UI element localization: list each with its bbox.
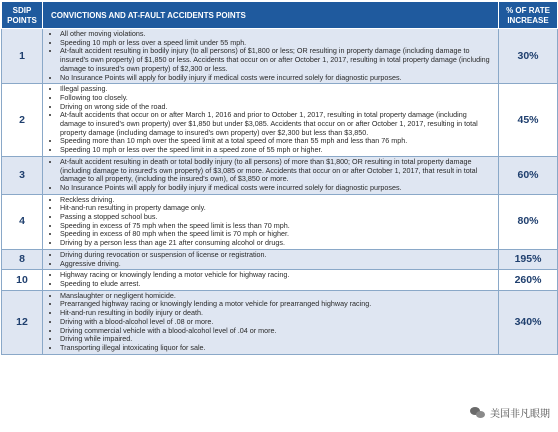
violation-list <box>43 251 494 268</box>
list-item: • Transporting illegal intoxicating liquor for sale. <box>60 344 494 353</box>
list-item: • Speeding in excess of 80 mph when the speed limit is 70 mph or higher. <box>60 230 494 239</box>
list-item: • Driving commercial vehicle with a blood-alcohol level of .04 or more. <box>60 327 494 336</box>
wechat-logo-icon <box>470 406 486 420</box>
table-body <box>2 29 558 355</box>
violation-list <box>43 292 494 353</box>
violation-list <box>43 30 494 82</box>
list-item: • Driving with a blood-alcohol level of .08 or more. <box>60 318 494 327</box>
list-item: • Hit-and-run resulting in bodily injury or death. <box>60 309 494 318</box>
row-rate-increase: 80% <box>499 194 558 249</box>
list-item: • Driving while impaired. <box>60 335 494 344</box>
table-row <box>2 270 558 290</box>
row-points: 1 <box>2 29 43 84</box>
header-convictions: CONVICTIONS AND AT-FAULT ACCIDENTS POINTS <box>43 2 499 29</box>
list-item: • Speeding in excess of 75 mph when the speed limit is less than 70 mph. <box>60 222 494 231</box>
watermark-text: 美国非凡眼期 <box>490 409 550 420</box>
header-rate-increase: % OF RATE INCREASE <box>499 2 558 29</box>
table-header-row <box>2 2 558 29</box>
table-row <box>2 290 558 354</box>
watermark <box>470 405 550 420</box>
row-rate-increase: 45% <box>499 84 558 157</box>
table-row <box>2 249 558 269</box>
row-description <box>43 84 499 157</box>
row-description <box>43 290 499 354</box>
row-points: 2 <box>2 84 43 157</box>
list-item: • Driving on wrong side of the road. <box>60 103 494 112</box>
list-item: • No Insurance Points will apply for bodily injury if medical costs were incurred solely for diagnostic purposes. <box>60 74 494 83</box>
list-item: • Following too closely. <box>60 94 494 103</box>
row-points: 12 <box>2 290 43 354</box>
list-item: • Prearranged highway racing or knowingly lending a motor vehicle for prearranged highway racing. <box>60 300 494 309</box>
row-rate-increase: 340% <box>499 290 558 354</box>
row-description <box>43 29 499 84</box>
list-item: • Driving by a person less than age 21 after consuming alcohol or drugs. <box>60 239 494 248</box>
list-item: • No Insurance Points will apply for bodily injury if medical costs were incurred solely for diagnostic purposes. <box>60 184 494 193</box>
row-points: 10 <box>2 270 43 290</box>
row-points: 3 <box>2 156 43 194</box>
row-rate-increase: 260% <box>499 270 558 290</box>
row-points: 8 <box>2 249 43 269</box>
list-item: • Passing a stopped school bus. <box>60 213 494 222</box>
header-sdip-points: SDIP POINTS <box>2 2 43 29</box>
list-item: • Hit-and-run resulting in property damage only. <box>60 204 494 213</box>
violation-list <box>43 158 494 193</box>
violation-list <box>43 271 494 288</box>
table-row <box>2 84 558 157</box>
list-item: • Reckless driving. <box>60 196 494 205</box>
list-item: • At-fault accidents that occur on or after March 1, 2016 and prior to October 1, 2017, resulting in total property damage (including damage to insured's own property) over $1,850 but under $3,085. Accidents that occur on or after October 1, 2017, resulting in total property damage (including damage to insured's own property) over $2,300 but less than $3,850. <box>60 111 494 137</box>
row-rate-increase: 195% <box>499 249 558 269</box>
list-item: • Aggressive driving. <box>60 260 494 269</box>
list-item: • Illegal passing. <box>60 85 494 94</box>
row-description <box>43 194 499 249</box>
row-description <box>43 249 499 269</box>
list-item: • Speeding more than 10 mph over the speed limit at a total speed of more than 55 mph and less than 76 mph. <box>60 137 494 146</box>
list-item: • Driving during revocation or suspension of license or registration. <box>60 251 494 260</box>
list-item: • Speeding 10 mph or less over the speed limit in a speed zone of 55 mph or higher. <box>60 146 494 155</box>
row-description <box>43 270 499 290</box>
sdip-points-table <box>1 1 558 355</box>
row-rate-increase: 60% <box>499 156 558 194</box>
row-description <box>43 156 499 194</box>
list-item: • At-fault accident resulting in bodily injury (to all persons) of $1,800 or less; OR resulting in property damage (including damage to insured's own property) of $1,850 or less. Accidents that occur on or after October 1, 2017, resulting in total property damage (including damage to insured's own property) of $2,300 or less. <box>60 47 494 73</box>
list-item: • Highway racing or knowingly lending a motor vehicle for highway racing. <box>60 271 494 280</box>
violation-list <box>43 196 494 248</box>
row-rate-increase: 30% <box>499 29 558 84</box>
list-item: • Speeding to elude arrest. <box>60 280 494 289</box>
table-row <box>2 194 558 249</box>
row-points: 4 <box>2 194 43 249</box>
list-item: • At-fault accident resulting in death or total bodily injury (to all persons) of more than $1,800; OR resulting in total property damage (including damage to insured's own property) of $3,085 or more. Accidents that occur on or after October 1, 2017, that result in total damage to all property, (including the insured's own), of $3,850 or more. <box>60 158 494 184</box>
table-row <box>2 156 558 194</box>
violation-list <box>43 85 494 155</box>
table-row <box>2 29 558 84</box>
list-item: • Speeding 10 mph or less over a speed limit under 55 mph. <box>60 39 494 48</box>
list-item: • Manslaughter or negligent homicide. <box>60 292 494 301</box>
list-item: • All other moving violations. <box>60 30 494 39</box>
